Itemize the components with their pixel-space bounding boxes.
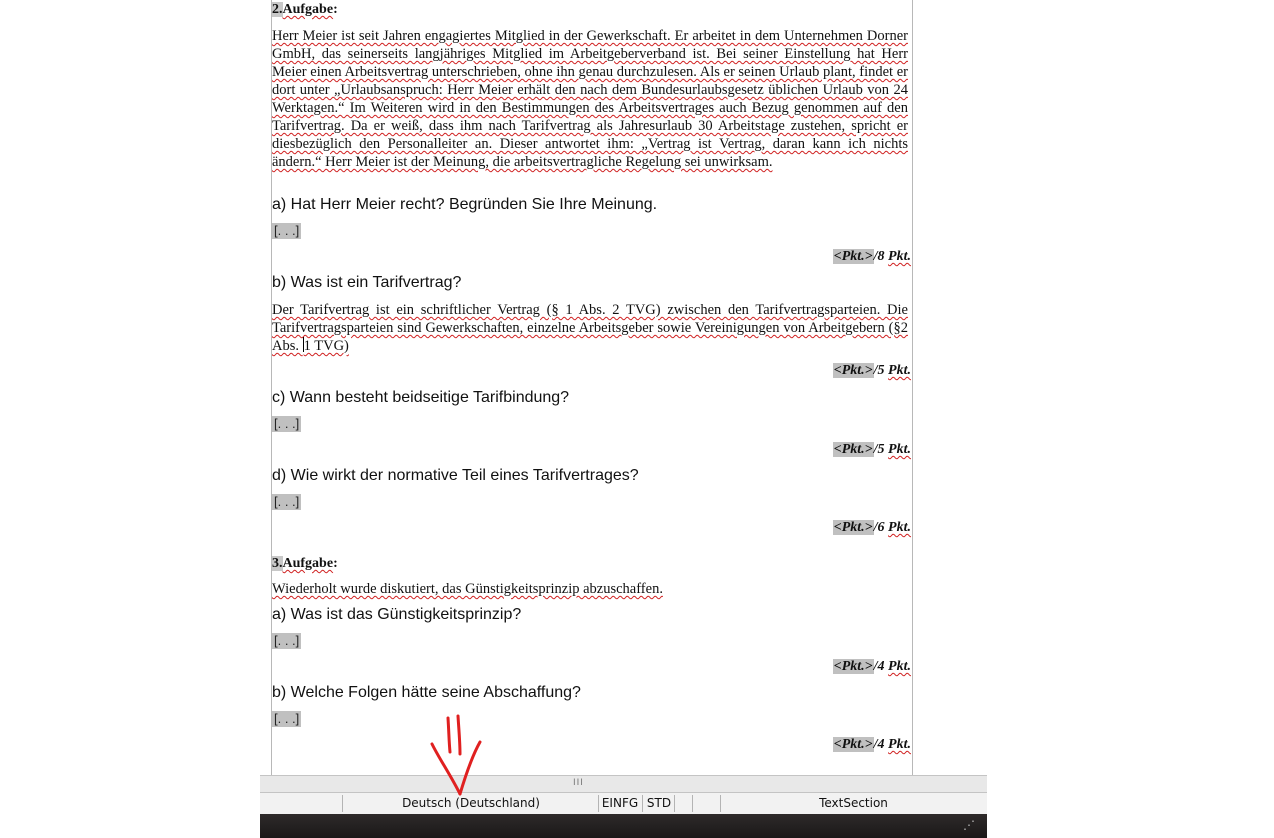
answer-placeholder-2c[interactable]: [. . .] (274, 416, 300, 431)
task3-heading: 3.Aufgabe: (272, 556, 338, 571)
status-insert-mode[interactable]: EINFG (598, 795, 641, 812)
answer-2b-text[interactable]: Der Tarifvertrag ist ein schriftlicher Vertrag (§ 1 Abs. 2 TVG) zwischen den Tarifvertragsparteien. Die Tarifvertragsparteien sind Gewerkschaften, einzelne Arbeitsgeber sowie Vereinigungen von Arbeitgebern (§2 Abs. 1 TVG) (272, 302, 908, 354)
question-2a[interactable]: a) Hat Herr Meier recht? Begründen Sie Ihre Meinung. (272, 196, 658, 213)
question-2c[interactable]: c) Wann besteht beidseitige Tarifbindung? (272, 389, 570, 406)
task3-case-text[interactable]: Wiederholt wurde diskutiert, das Günstigkeitsprinzip abzuschaffen. (272, 581, 663, 597)
status-language[interactable]: Deutsch (Deutschland) (342, 795, 599, 812)
hand-drawn-arrow-icon (420, 712, 490, 802)
points-field-2b[interactable]: <Pkt.>/5 Pkt. (833, 363, 911, 378)
status-document-modified[interactable] (674, 795, 693, 812)
task2-title: Aufgabe (282, 2, 334, 17)
answer-placeholder-3b[interactable]: [. . .] (274, 711, 300, 726)
points-field-2c[interactable]: <Pkt.>/5 Pkt. (833, 442, 911, 457)
task2-case-text[interactable]: Herr Meier ist seit Jahren engagiertes Mitglied in der Gewerkschaft. Er arbeitet in dem Unternehmen Dorner GmbH, das seinerseits langjähriges Mitglied im Arbeitgeberverband ist. Bei seiner Einstellung hat Herr Meier einen Arbeitsvertrag unterschrieben, ohne ihn genau durchzulesen. Als er seinen Urlaub plant, findet er dort unter „Urlaubsanspruch: Herr Meier erhält den nach dem Bundesurlaubsgesetz üblichen Urlaub von 24 Werktagen.“ Im Weiteren wird in den Bestimmungen des Arbeitsvertrages auch Bezug genommen auf den Tarifvertrag. Da er weiß, dass ihm nach Tarifvertrag als Jahresurlaub 30 Arbeitstage zustehen, spricht er diesbezüglich den Personalleiter an. Dieser antwortet ihm: „Vertrag ist Vertrag, daran kann ich nichts ändern.“ Herr Meier ist der Meinung, die arbeitsvertragliche Regelung sei unwirksam. (272, 28, 908, 170)
answer-placeholder-2d[interactable]: [. . .] (274, 494, 300, 509)
answer-placeholder-2a[interactable]: [. . .] (274, 223, 300, 238)
scrollbar-grip-icon[interactable]: III (573, 778, 584, 788)
points-field-3b[interactable]: <Pkt.>/4 Pkt. (833, 737, 911, 752)
answer-placeholder-3a[interactable]: [. . .] (274, 633, 300, 648)
question-3b[interactable]: b) Welche Folgen hätte seine Abschaffung? (272, 684, 581, 701)
status-digital-signature[interactable] (692, 795, 721, 812)
status-section[interactable]: TextSection (720, 795, 986, 812)
task3-number: 3. (272, 556, 283, 571)
task3-title: Aufgabe (282, 556, 334, 571)
taskbar (260, 814, 987, 838)
question-2d[interactable]: d) Wie wirkt der normative Teil eines Tarifvertrages? (272, 467, 639, 484)
question-2b[interactable]: b) Was ist ein Tarifvertrag? (272, 274, 462, 291)
points-field-3a[interactable]: <Pkt.>/4 Pkt. (833, 659, 911, 674)
status-selection-mode[interactable]: STD (642, 795, 675, 812)
question-3a[interactable]: a) Was ist das Günstigkeitsprinzip? (272, 606, 522, 623)
status-bar (260, 793, 987, 814)
points-field-2a[interactable]: <Pkt.>/8 Pkt. (833, 249, 911, 264)
points-field-2d[interactable]: <Pkt.>/6 Pkt. (833, 520, 911, 535)
task2-number: 2. (272, 2, 283, 17)
task2-heading: 2.Aufgabe: (272, 2, 338, 17)
resize-grip-icon: ⋰ (963, 818, 975, 832)
horizontal-scrollbar[interactable] (260, 775, 987, 793)
page-right-border (912, 0, 913, 775)
